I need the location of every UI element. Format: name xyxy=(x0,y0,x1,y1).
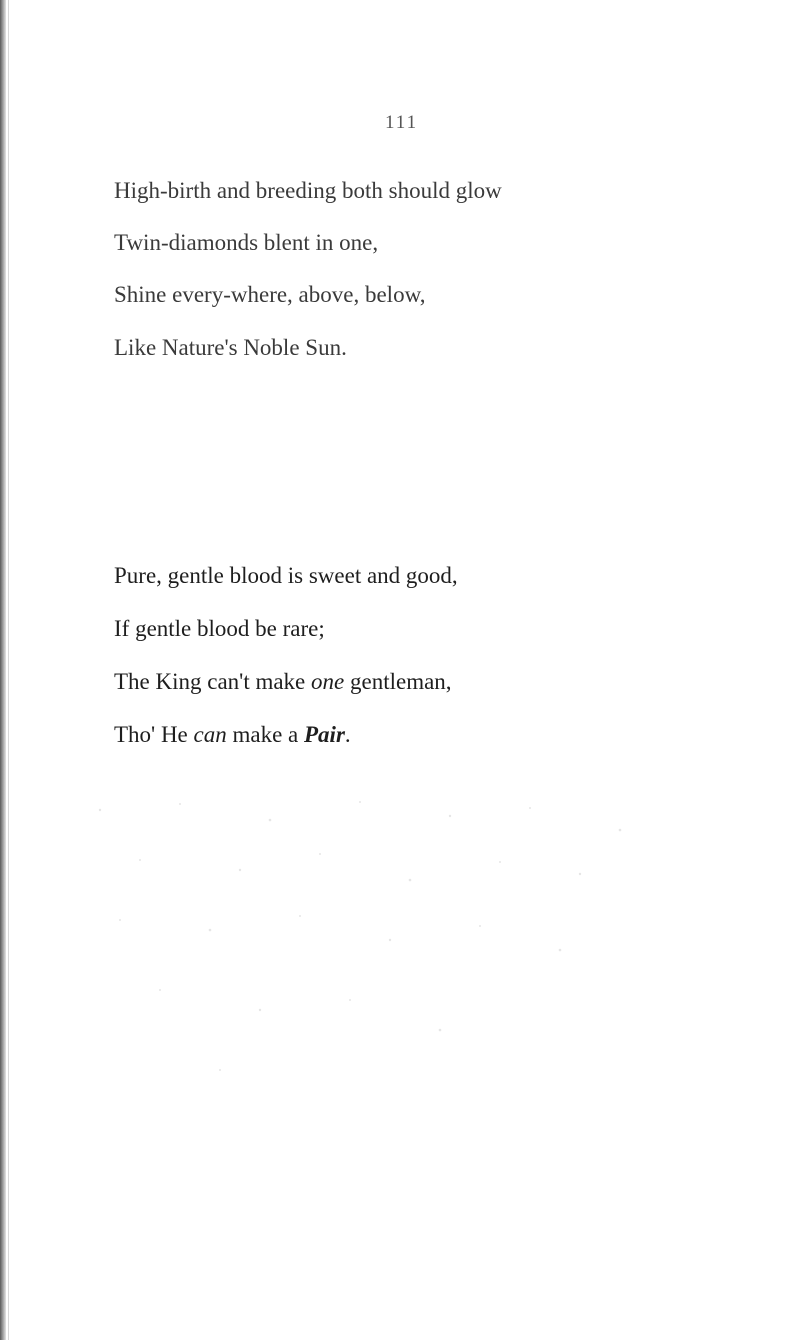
stanza-2-line-4 xyxy=(114,720,351,750)
stanza-2-line-3 xyxy=(114,667,452,697)
stanza-1-line-4: Like Nature's Noble Sun. xyxy=(114,335,347,360)
bleed-through-specks xyxy=(60,790,680,1100)
italic-word: one xyxy=(311,669,345,694)
line-text: make a xyxy=(226,722,304,747)
line-text: The King can't make xyxy=(114,669,312,694)
italic-word: Pair xyxy=(304,722,345,747)
line-text: gentleman, xyxy=(344,669,452,694)
line-text: Tho' He xyxy=(114,722,194,747)
binding-shadow xyxy=(0,0,6,1340)
line-text: . xyxy=(344,722,351,747)
stanza-2-line-2: If gentle blood be rare; xyxy=(114,616,325,641)
stanza-1-line-1: High-birth and breeding both should glow xyxy=(114,178,502,203)
stanza-1-line-3: Shine every-where, above, below, xyxy=(114,282,426,307)
stanza-1-line-2: Twin-diamonds blent in one, xyxy=(114,230,379,255)
page-edge-line xyxy=(8,0,9,1340)
stanza-2-line-1: Pure, gentle blood is sweet and good, xyxy=(114,563,458,588)
italic-word: can xyxy=(193,722,227,747)
page-number: 111 xyxy=(385,112,419,133)
